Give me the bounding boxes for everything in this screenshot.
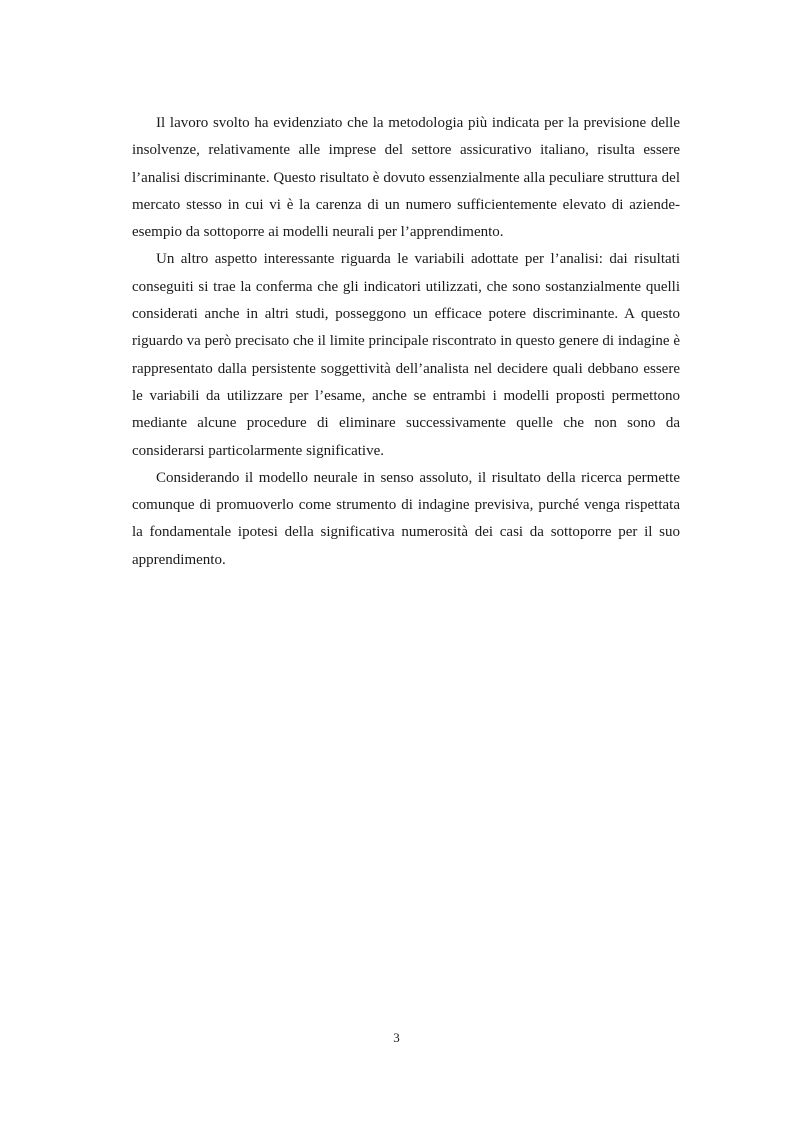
body-text [132, 110, 680, 574]
paragraph-3: Considerando il modello neurale in senso assoluto, il risultato della ricerca permette comunque di promuoverlo come strumento di indagine previsiva, purché venga rispettata la fondamentale ipotesi della significativa numerosità dei casi da sottoporre per il suo apprendimento. [132, 469, 680, 568]
page-number: 3 [393, 1030, 400, 1045]
paragraph-1: Il lavoro svolto ha evidenziato che la metodologia più indicata per la previsione delle insolvenze, relativamente alle imprese del settore assicurativo italiano, risulta essere l’analisi discriminante. Questo risultato è dovuto essenzialmente alla peculiare struttura del mercato stesso in cui vi è la carenza di un numero sufficientemente elevato di aziende-esempio da sottoporre ai modelli neurali per l’apprendimento. [132, 115, 680, 241]
paragraph-2: Un altro aspetto interessante riguarda le variabili adottate per l’analisi: dai risultati conseguiti si trae la conferma che gli indicatori utilizzati, che sono sostanzialmente quelli considerati anche in altri studi, posseggono un efficace potere discriminante. A questo riguardo va però precisato che il limite principale riscontrato in questo genere di indagine è rappresentato dalla persistente soggettività dell’analista nel decidere quali debbano essere le variabili da utilizzare per l’esame, anche se entrambi i modelli proposti permettono mediante alcune procedure di eliminare successivamente quelle che non sono da considerarsi particolarmente significative. [132, 251, 680, 459]
